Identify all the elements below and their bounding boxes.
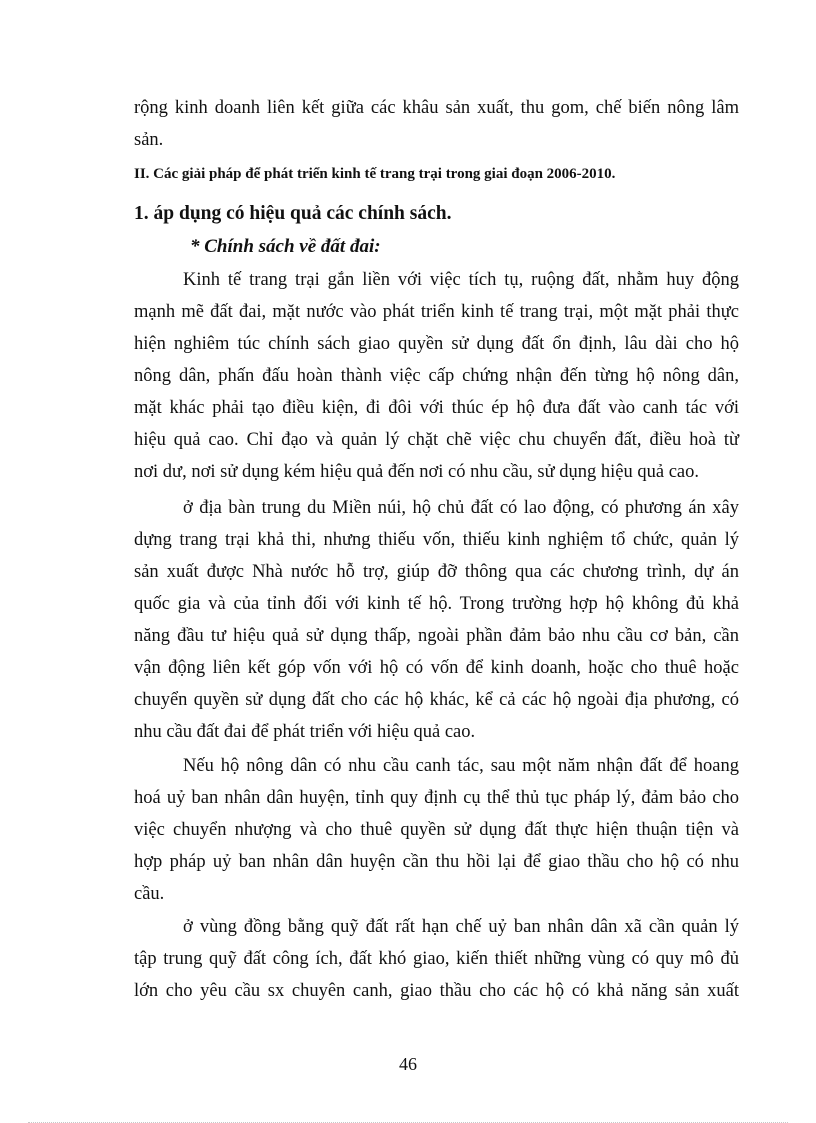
subheading-land-policy: * Chính sách về đất đai:: [190, 236, 381, 257]
paragraph-line: nông dân, phấn đấu hoàn thành việc cấp chứng nhận đến từng hộ nông dân,: [134, 366, 739, 386]
subheading-policies: 1. áp dụng có hiệu quả các chính sách.: [134, 203, 452, 224]
paragraph-line: sản xuất được Nhà nước hỗ trợ, giúp đỡ thông qua các chương trình, dự án: [134, 562, 739, 582]
text-line: sản.: [134, 130, 164, 150]
paragraph-line: quốc gia và của tỉnh đối với kinh tế hộ. Trong trường hợp hộ không đủ khả: [134, 594, 739, 614]
paragraph-line: việc chuyển nhượng và cho thuê quyền sử dụng đất thực hiện thuận tiện và: [134, 820, 739, 840]
paragraph-line: ở vùng đồng bằng quỹ đất rất hạn chế uỷ ban nhân dân xã cần quản lý: [183, 917, 739, 937]
paragraph-line: lớn cho yêu cầu sx chuyên canh, giao thầu cho các hộ có khả năng sản xuất: [134, 981, 739, 1001]
paragraph-line: Nếu hộ nông dân có nhu cầu canh tác, sau một năm nhận đất để hoang: [183, 756, 739, 776]
section-heading: II. Các giải pháp để phát triển kinh tế trang trại trong giai đoạn 2006-2010.: [134, 166, 616, 182]
paragraph-line: hoá uỷ ban nhân dân huyện, tỉnh quy định cụ thể thủ tục pháp lý, đảm bảo cho: [134, 788, 739, 808]
paragraph-line: mạnh mẽ đất đai, mặt nước vào phát triển kinh tế trang trại, một mặt phải thực: [134, 302, 739, 322]
paragraph-line: hợp pháp uỷ ban nhân dân huyện cần thu hồi lại để giao thầu cho hộ có nhu: [134, 852, 739, 872]
paragraph-line: nhu cầu đất đai để phát triển với hiệu quả cao.: [134, 722, 476, 742]
paragraph-line: ở địa bàn trung du Miền núi, hộ chủ đất có lao động, có phương án xây: [183, 498, 739, 518]
paragraph-line: hiệu quả cao. Chỉ đạo và quản lý chặt chẽ việc chu chuyển đất, điều hoà từ: [134, 430, 739, 450]
paragraph-line: tập trung quỹ đất công ích, đất khó giao, kiến thiết những vùng có quy mô đủ: [134, 949, 739, 969]
paragraph-line: năng đầu tư hiệu quả sử dụng thấp, ngoài phần đảm bảo nhu cầu cơ bản, cần: [134, 626, 739, 646]
paragraph-line: Kinh tế trang trại gắn liền với việc tích tụ, ruộng đất, nhằm huy động: [183, 270, 739, 290]
paragraph-line: nơi dư, nơi sử dụng kém hiệu quả đến nơi có nhu cầu, sử dụng hiệu quả cao.: [134, 462, 699, 482]
text-line: rộng kinh doanh liên kết giữa các khâu sản xuất, thu gom, chế biến nông lâm: [134, 98, 739, 118]
paragraph-line: dựng trang trại khả thi, nhưng thiếu vốn, thiếu kinh nghiệm tổ chức, quản lý: [134, 530, 739, 550]
paragraph-line: hiện nghiêm túc chính sách giao quyền sử dụng đất ổn định, lâu dài cho hộ: [134, 334, 739, 354]
paragraph-line: vận động liên kết góp vốn với hộ có vốn để kinh doanh, hoặc cho thuê hoặc: [134, 658, 739, 678]
page-number: 46: [399, 1054, 417, 1074]
paragraph-line: mặt khác phải tạo điều kiện, đi đôi với thúc ép hộ đưa đất vào canh tác với: [134, 398, 739, 418]
paragraph-line: cầu.: [134, 884, 165, 904]
paragraph-line: chuyển quyền sử dụng đất cho các hộ khác, kể cả các hộ ngoài địa phương, có: [134, 690, 739, 710]
